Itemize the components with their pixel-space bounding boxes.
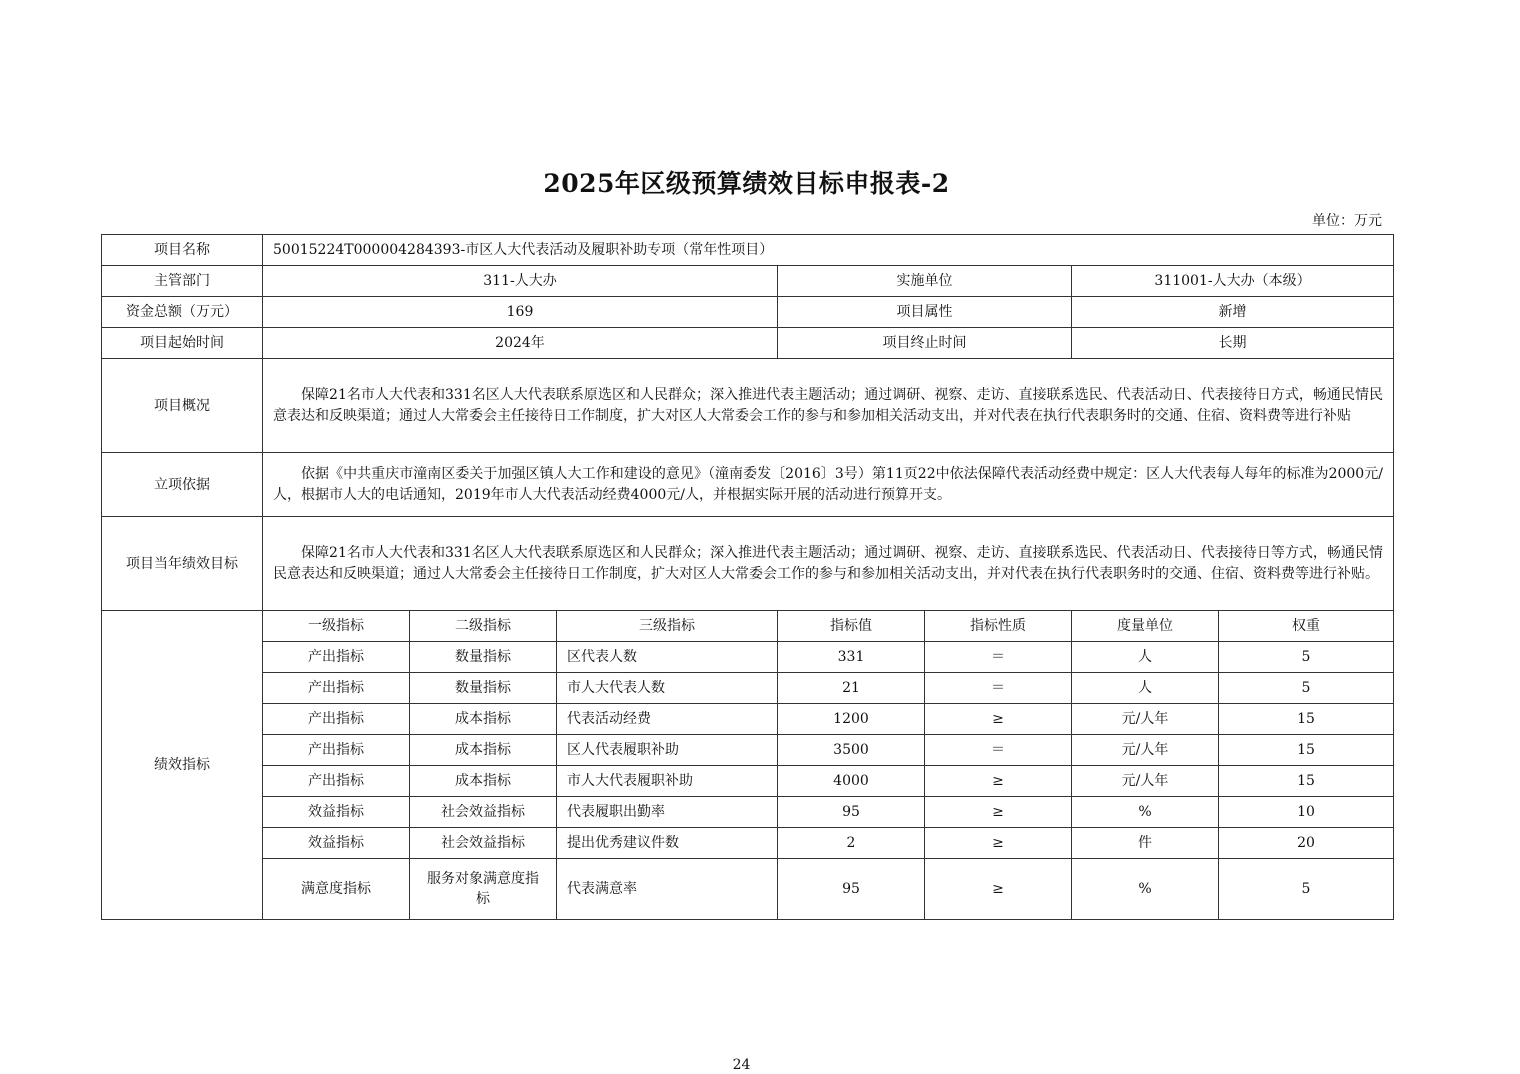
value-cell: 95 [778, 859, 925, 920]
indicator-header-row [102, 611, 1394, 642]
start-time-label: 项目起始时间 [102, 328, 263, 359]
page-title: 2025年区级预算绩效目标申报表-2 [543, 169, 950, 198]
level1-cell: 满意度指标 [263, 859, 410, 920]
level1-cell: 效益指标 [263, 797, 410, 828]
value-cell: 95 [778, 797, 925, 828]
header-level2: 二级指标 [410, 611, 557, 642]
department-value: 311-人大办 [263, 266, 778, 297]
project-attribute-label: 项目属性 [778, 297, 1072, 328]
header-level3: 三级指标 [557, 611, 778, 642]
nature-cell: ＝ [925, 673, 1072, 704]
unit-cell: 人 [1072, 673, 1219, 704]
nature-cell: ≥ [925, 797, 1072, 828]
weight-cell: 5 [1219, 859, 1394, 920]
level3-cell: 代表履职出勤率 [557, 797, 778, 828]
table-row [102, 797, 1394, 828]
level2-cell: 成本指标 [410, 735, 557, 766]
unit-cell: 件 [1072, 828, 1219, 859]
page-number: 24 [732, 1057, 751, 1073]
unit-cell: 元/人年 [1072, 704, 1219, 735]
nature-cell: ≥ [925, 766, 1072, 797]
nature-cell: ＝ [925, 735, 1072, 766]
level2-cell: 数量指标 [410, 642, 557, 673]
implementing-unit-value: 311001-人大办（本级） [1072, 266, 1394, 297]
level2-cell: 社会效益指标 [410, 828, 557, 859]
table-row [102, 642, 1394, 673]
overview-label: 项目概况 [102, 359, 263, 453]
unit-cell: % [1072, 797, 1219, 828]
level3-cell: 区人代表履职补助 [557, 735, 778, 766]
table-row [102, 766, 1394, 797]
performance-indicators-label: 绩效指标 [102, 611, 263, 920]
value-cell: 3500 [778, 735, 925, 766]
weight-cell: 15 [1219, 735, 1394, 766]
end-time-value: 长期 [1072, 328, 1394, 359]
project-attribute-value: 新增 [1072, 297, 1394, 328]
implementing-unit-label: 实施单位 [778, 266, 1072, 297]
level2-cell: 数量指标 [410, 673, 557, 704]
level1-cell: 效益指标 [263, 828, 410, 859]
table-row [102, 704, 1394, 735]
total-funds-label: 资金总额（万元） [102, 297, 263, 328]
level3-cell: 区代表人数 [557, 642, 778, 673]
nature-cell: ＝ [925, 642, 1072, 673]
header-unit: 度量单位 [1072, 611, 1219, 642]
unit-cell: % [1072, 859, 1219, 920]
nature-cell: ≥ [925, 859, 1072, 920]
period-row [102, 328, 1394, 359]
annual-goal-row [102, 517, 1394, 611]
value-cell: 2 [778, 828, 925, 859]
value-cell: 331 [778, 642, 925, 673]
weight-cell: 5 [1219, 673, 1394, 704]
annual-goal-text: 保障21名市人大代表和331名区人大代表联系原选区和人民群众；深入推进代表主题活动；通过调研、视察、走访、直接联系选民、代表活动日、代表接待日等方式，畅通民情民意表达和反映渠道；通过人大常委会主任接待日工作制度，扩大对区人大常委会工作的参与和参加相关活动支出，并对代表在执行代表职务时的交通、住宿、资料费等进行补贴。 [263, 517, 1394, 611]
level2-cell: 社会效益指标 [410, 797, 557, 828]
table-row [102, 735, 1394, 766]
total-funds-value: 169 [263, 297, 778, 328]
overview-text: 保障21名市人大代表和331名区人大代表联系原选区和人民群众；深入推进代表主题活动；通过调研、视察、走访、直接联系选民、代表活动日、代表接待日方式，畅通民情民意表达和反映渠道；通过人大常委会主任接待日工作制度，扩大对区人大常委会工作的参与和参加相关活动支出，并对代表在执行代表职务时的交通、住宿、资料费等进行补贴 [263, 359, 1394, 453]
table-row [102, 828, 1394, 859]
level2-cell: 成本指标 [410, 766, 557, 797]
weight-cell: 5 [1219, 642, 1394, 673]
table-row [102, 673, 1394, 704]
level3-cell: 提出优秀建议件数 [557, 828, 778, 859]
weight-cell: 15 [1219, 704, 1394, 735]
weight-cell: 10 [1219, 797, 1394, 828]
department-label: 主管部门 [102, 266, 263, 297]
unit-cell: 元/人年 [1072, 735, 1219, 766]
level3-cell: 市人大代表人数 [557, 673, 778, 704]
header-nature: 指标性质 [925, 611, 1072, 642]
value-cell: 4000 [778, 766, 925, 797]
header-weight: 权重 [1219, 611, 1394, 642]
project-name-label: 项目名称 [102, 235, 263, 266]
basis-row [102, 453, 1394, 517]
unit-label: 单位：万元 [1312, 213, 1382, 229]
unit-cell: 人 [1072, 642, 1219, 673]
level1-cell: 产出指标 [263, 704, 410, 735]
overview-row [102, 359, 1394, 453]
value-cell: 1200 [778, 704, 925, 735]
project-name-value: 50015224T000004284393-市区人大代表活动及履职补助专项（常年性项目） [263, 235, 1394, 266]
department-row [102, 266, 1394, 297]
header-value: 指标值 [778, 611, 925, 642]
nature-cell: ≥ [925, 828, 1072, 859]
level3-cell: 代表满意率 [557, 859, 778, 920]
basis-text: 依据《中共重庆市潼南区委关于加强区镇人大工作和建设的意见》（潼南委发〔2016〕3号）第11页22中依法保障代表活动经费中规定：区人大代表每人每年的标准为2000元/人，根据市人大的电话通知，2019年市人大代表活动经费4000元/人，并根据实际开展的活动进行预算开支。 [263, 453, 1394, 517]
project-name-row [102, 235, 1394, 266]
level1-cell: 产出指标 [263, 735, 410, 766]
basis-label: 立项依据 [102, 453, 263, 517]
nature-cell: ≥ [925, 704, 1072, 735]
level3-cell: 市人大代表履职补助 [557, 766, 778, 797]
start-time-value: 2024年 [263, 328, 778, 359]
level1-cell: 产出指标 [263, 766, 410, 797]
table-row [102, 859, 1394, 920]
weight-cell: 20 [1219, 828, 1394, 859]
budget-performance-table [101, 234, 1394, 920]
annual-goal-label: 项目当年绩效目标 [102, 517, 263, 611]
end-time-label: 项目终止时间 [778, 328, 1072, 359]
level2-cell: 服务对象满意度指标 [410, 859, 557, 920]
level1-cell: 产出指标 [263, 673, 410, 704]
funds-row [102, 297, 1394, 328]
level2-cell: 成本指标 [410, 704, 557, 735]
level3-cell: 代表活动经费 [557, 704, 778, 735]
level1-cell: 产出指标 [263, 642, 410, 673]
weight-cell: 15 [1219, 766, 1394, 797]
header-level1: 一级指标 [263, 611, 410, 642]
unit-cell: 元/人年 [1072, 766, 1219, 797]
value-cell: 21 [778, 673, 925, 704]
